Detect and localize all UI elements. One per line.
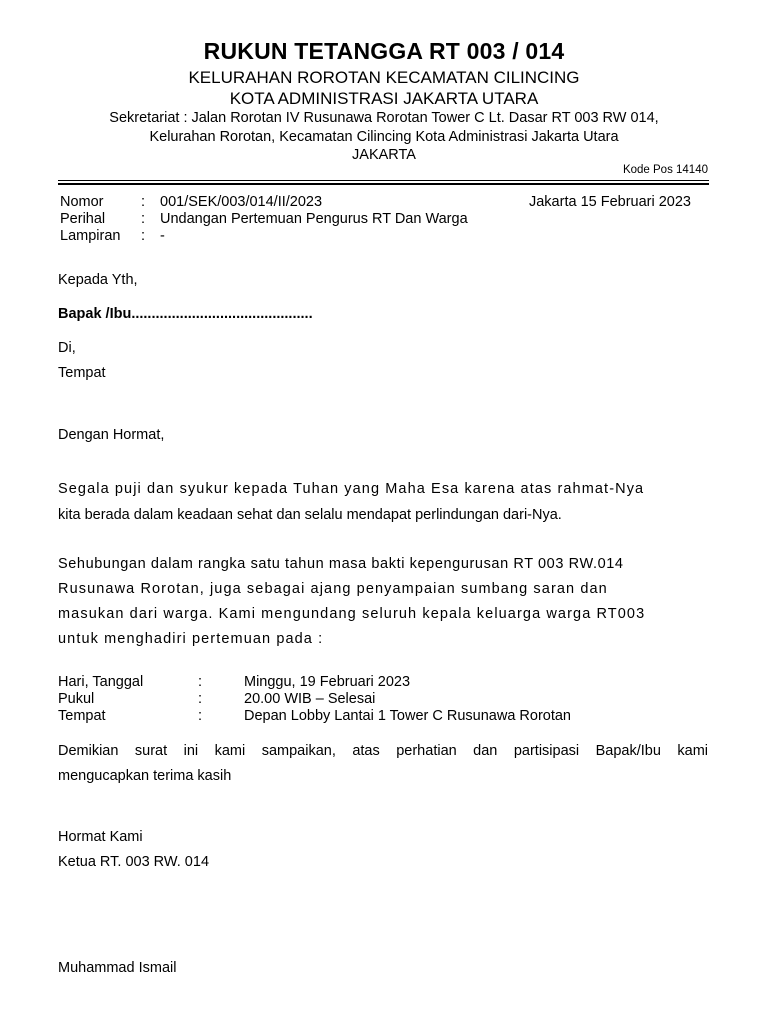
recipient-kepada: Kepada Yth,	[58, 272, 138, 288]
nomor-separator: :	[141, 194, 146, 210]
event-tempat-label: Tempat	[58, 708, 106, 724]
letterhead-kelurahan: KELURAHAN ROROTAN KECAMATAN CILINCING	[188, 68, 580, 87]
recipient-di: Di,	[58, 340, 76, 356]
event-hari-value: Minggu, 19 Februari 2023	[244, 674, 411, 690]
paragraph2-line4: untuk menghadiri pertemuan pada :	[58, 631, 324, 647]
event-pukul-value: 20.00 WIB – Selesai	[244, 691, 376, 707]
letter-date: Jakarta 15 Februari 2023	[528, 194, 691, 210]
event-tempat-separator: :	[198, 708, 203, 724]
nomor-label: Nomor	[60, 194, 104, 210]
closing-hormat: Hormat Kami	[58, 829, 143, 845]
lampiran-separator: :	[141, 228, 146, 244]
recipient-name: Bapak /Ibu.............................................	[58, 306, 313, 322]
event-hari-label: Hari, Tanggal	[58, 674, 144, 690]
letterhead-kota: KOTA ADMINISTRASI JAKARTA UTARA	[229, 89, 539, 108]
letterhead-address-line2: Kelurahan Rorotan, Kecamatan Cilincing Kota Administrasi Jakarta Utara	[149, 129, 619, 145]
paragraph1-line1: Segala puji dan syukur kepada Tuhan yang Maha Esa karena atas rahmat-Nya	[58, 481, 645, 497]
signer-position: Ketua RT. 003 RW. 014	[58, 854, 210, 870]
perihal-separator: :	[141, 211, 146, 227]
perihal-value: Undangan Pertemuan Pengurus RT Dan Warga	[160, 211, 468, 227]
event-tempat-value: Depan Lobby Lantai 1 Tower C Rusunawa Rorotan	[244, 708, 571, 724]
greeting: Dengan Hormat,	[58, 427, 165, 443]
closing-line2: mengucapkan terima kasih	[58, 768, 232, 784]
paragraph1-line2: kita berada dalam keadaan sehat dan selalu mendapat perlindungan dari-Nya.	[58, 507, 562, 523]
letterhead-address-line1: Sekretariat : Jalan Rorotan IV Rusunawa Rorotan Tower C Lt. Dasar RT 003 RW 014,	[109, 110, 659, 126]
signer-name: Muhammad Ismail	[58, 960, 177, 976]
postal-code: Kode Pos 14140	[622, 164, 708, 176]
event-pukul-separator: :	[198, 691, 203, 707]
lampiran-label: Lampiran	[60, 228, 121, 244]
paragraph2-line2: Rusunawa Rorotan, juga sebagai ajang penyampaian sumbang saran dan	[58, 581, 608, 597]
lampiran-value: -	[160, 228, 165, 244]
letterhead-title: RUKUN TETANGGA RT 003 / 014	[203, 38, 565, 64]
perihal-label: Perihal	[60, 211, 106, 227]
header-divider-thick	[58, 183, 709, 185]
paragraph2-line1: Sehubungan dalam rangka satu tahun masa bakti kepengurusan RT 003 RW.014	[58, 556, 624, 572]
closing-line1: Demikian surat ini kami sampaikan, atas perhatian dan partisipasi Bapak/Ibu kami	[58, 743, 708, 759]
paragraph2-line3: masukan dari warga. Kami mengundang seluruh kepala keluarga warga RT003	[58, 606, 646, 622]
header-divider-thin	[58, 180, 709, 181]
nomor-value: 001/SEK/003/014/II/2023	[160, 194, 323, 210]
event-pukul-label: Pukul	[58, 691, 95, 707]
recipient-tempat: Tempat	[58, 365, 106, 381]
event-hari-separator: :	[198, 674, 203, 690]
letterhead-address-line3: JAKARTA	[352, 147, 416, 163]
